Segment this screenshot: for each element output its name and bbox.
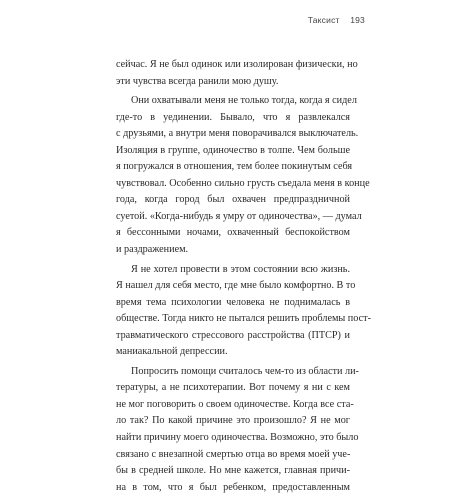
body-text bbox=[116, 57, 371, 496]
text-line: с друзьями, а внутри меня поворачивался выключатель. bbox=[116, 128, 359, 140]
text-line: я бессонными ночами, охваченный беспокойством bbox=[116, 227, 350, 239]
text-line: Я не хотел провести в этом состоянии всю жизнь. bbox=[131, 263, 350, 275]
text-line: я погружался в отношения, тем более покинутым себя bbox=[116, 161, 353, 173]
text-line: где-то в уединении. Бывало, что я развлекался bbox=[116, 111, 350, 123]
running-head bbox=[308, 15, 365, 25]
text-line: и раздражением. bbox=[116, 244, 189, 256]
text-line: связано с внезапной смертью отца во время моей уче- bbox=[116, 448, 351, 460]
text-line: травматического стрессового расстройства (ПТСР) и bbox=[116, 329, 350, 341]
text-line: на в том, что я был ребенком, предоставленным bbox=[116, 481, 350, 493]
text-line: бы в средней школе. Но мне кажется, главная причи- bbox=[116, 465, 350, 477]
text-line: тературы, а не психотерапии. Вот почему я ни с кем bbox=[116, 382, 350, 394]
text-line: Они охватывали меня не только тогда, когда я сидел bbox=[131, 95, 357, 107]
text-line: Попросить помощи считалось чем-то из области ли- bbox=[131, 365, 359, 377]
text-line: Изоляция в группе, одиночество в толпе. Чем больше bbox=[116, 144, 350, 156]
text-line: ло так? По какой причине это произошло? Я не мог bbox=[116, 415, 350, 427]
chapter-title: Таксист bbox=[307, 15, 340, 25]
text-line: сейчас. Я не был одинок или изолирован физически, но bbox=[116, 59, 358, 70]
text-line: время тема психологии человека не поднималась в bbox=[116, 296, 350, 308]
text-line: обществе. Тогда никто не пытался решить проблемы пост- bbox=[116, 313, 371, 325]
text-line: не мог поговорить о своем одиночестве. Когда все ста- bbox=[116, 398, 354, 410]
text-line: эти чувства всегда ранили мою душу. bbox=[116, 75, 279, 87]
text-line: года, когда город был охвачен предпраздничной bbox=[116, 194, 350, 206]
text-line: суетой. «Когда-нибудь я умру от одиночества», — думал bbox=[116, 210, 362, 222]
text-line: маниакальной депрессии. bbox=[116, 346, 228, 358]
text-line: Я нашел для себя место, где мне было комфортно. В то bbox=[116, 280, 356, 292]
text-line: найти причину моего одиночества. Возможно, это было bbox=[116, 432, 359, 444]
text-line: чувствовал. Особенно сильно грусть съедала меня в конце bbox=[116, 177, 370, 189]
page-number: 193 bbox=[350, 15, 365, 25]
